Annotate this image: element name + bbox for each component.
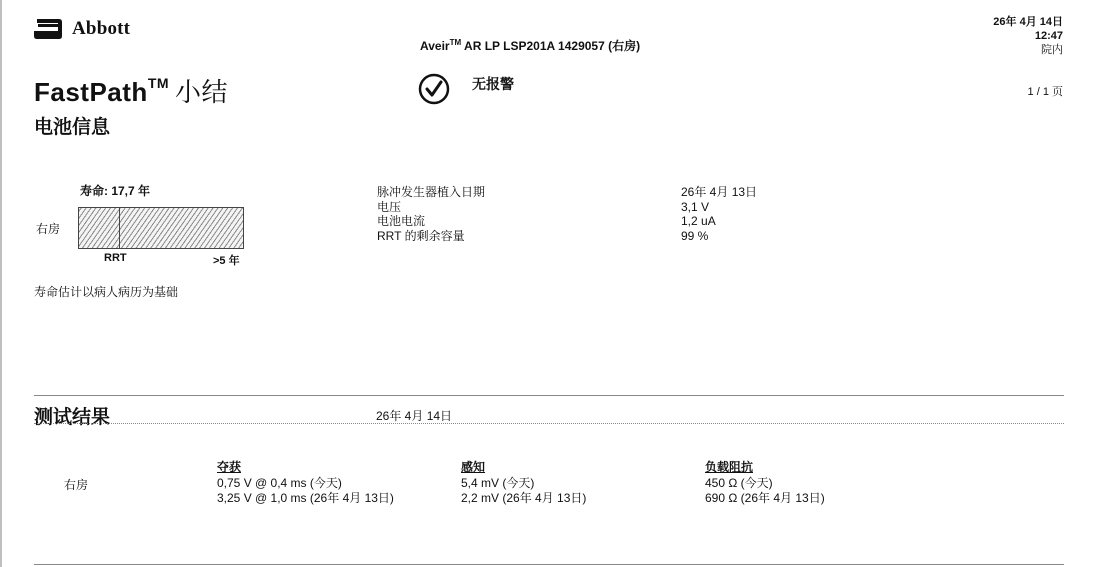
implant-date-value: 26年 4月 13日	[681, 185, 758, 199]
section-subtitle: 电池信息	[34, 117, 111, 138]
test-results-title: 测试结果	[34, 407, 111, 428]
sensing-values	[461, 476, 586, 506]
rrt-marker	[119, 207, 120, 249]
page-title: FastPath™ 小结	[34, 75, 229, 107]
capture-today: 0,75 V @ 0,4 ms (今天)	[217, 476, 342, 490]
battery-chamber-label: 右房	[36, 222, 61, 236]
report-time: 12:47	[1034, 30, 1063, 42]
rrt-capacity-value: 99 %	[681, 228, 709, 243]
rrt-label: RRT	[104, 252, 127, 264]
voltage-value: 3,1 V	[681, 199, 710, 214]
test-results-date: 26年 4月 14日	[376, 409, 453, 423]
section-divider	[34, 395, 1064, 396]
report-date: 26年 4月 14日	[993, 16, 1063, 28]
current-label: 电池电流	[377, 214, 426, 228]
device-title: Aveir™ AR LP LSP201A 1429057 (右房)	[420, 38, 641, 53]
capture-values	[217, 476, 394, 506]
page-indicator: 1 / 1 页	[1027, 86, 1063, 98]
sensing-header: 感知	[461, 460, 486, 474]
abbott-logo-icon	[34, 16, 64, 42]
capture-previous: 3,25 V @ 1,0 ms (26年 4月 13日)	[217, 491, 394, 505]
report-datetime	[993, 15, 1063, 57]
impedance-today: 450 Ω (今天)	[705, 476, 773, 490]
longevity-max-label: >5 年	[213, 255, 240, 267]
sensing-previous: 2,2 mV (26年 4月 13日)	[461, 491, 587, 505]
impedance-header: 负载阻抗	[705, 460, 754, 474]
bottom-divider	[34, 564, 1064, 565]
abbott-logo	[34, 16, 130, 42]
battery-details-values	[681, 185, 757, 243]
battery-details-labels	[377, 185, 485, 243]
current-value: 1,2 uA	[681, 214, 716, 228]
voltage-label: 电压	[377, 199, 402, 214]
longevity-label: 寿命: 17,7 年	[80, 184, 151, 198]
impedance-values	[705, 476, 825, 506]
page-edge	[0, 0, 2, 567]
alert-status: 无报警	[472, 76, 514, 92]
section-underline	[34, 423, 1064, 424]
test-chamber-label: 右房	[64, 478, 89, 492]
sensing-today: 5,4 mV (今天)	[461, 476, 535, 490]
report-location: 院内	[1041, 44, 1063, 56]
brand-name: Abbott	[72, 18, 131, 39]
implant-date-label: 脉冲发生器植入日期	[377, 185, 486, 199]
rrt-capacity-label: RRT 的剩余容量	[377, 228, 465, 243]
longevity-note: 寿命估计以病人病历为基础	[34, 285, 179, 299]
capture-header: 夺获	[217, 460, 242, 474]
check-circle-icon	[418, 73, 450, 105]
impedance-previous: 690 Ω (26年 4月 13日)	[705, 491, 825, 505]
battery-longevity-bar	[78, 207, 244, 249]
